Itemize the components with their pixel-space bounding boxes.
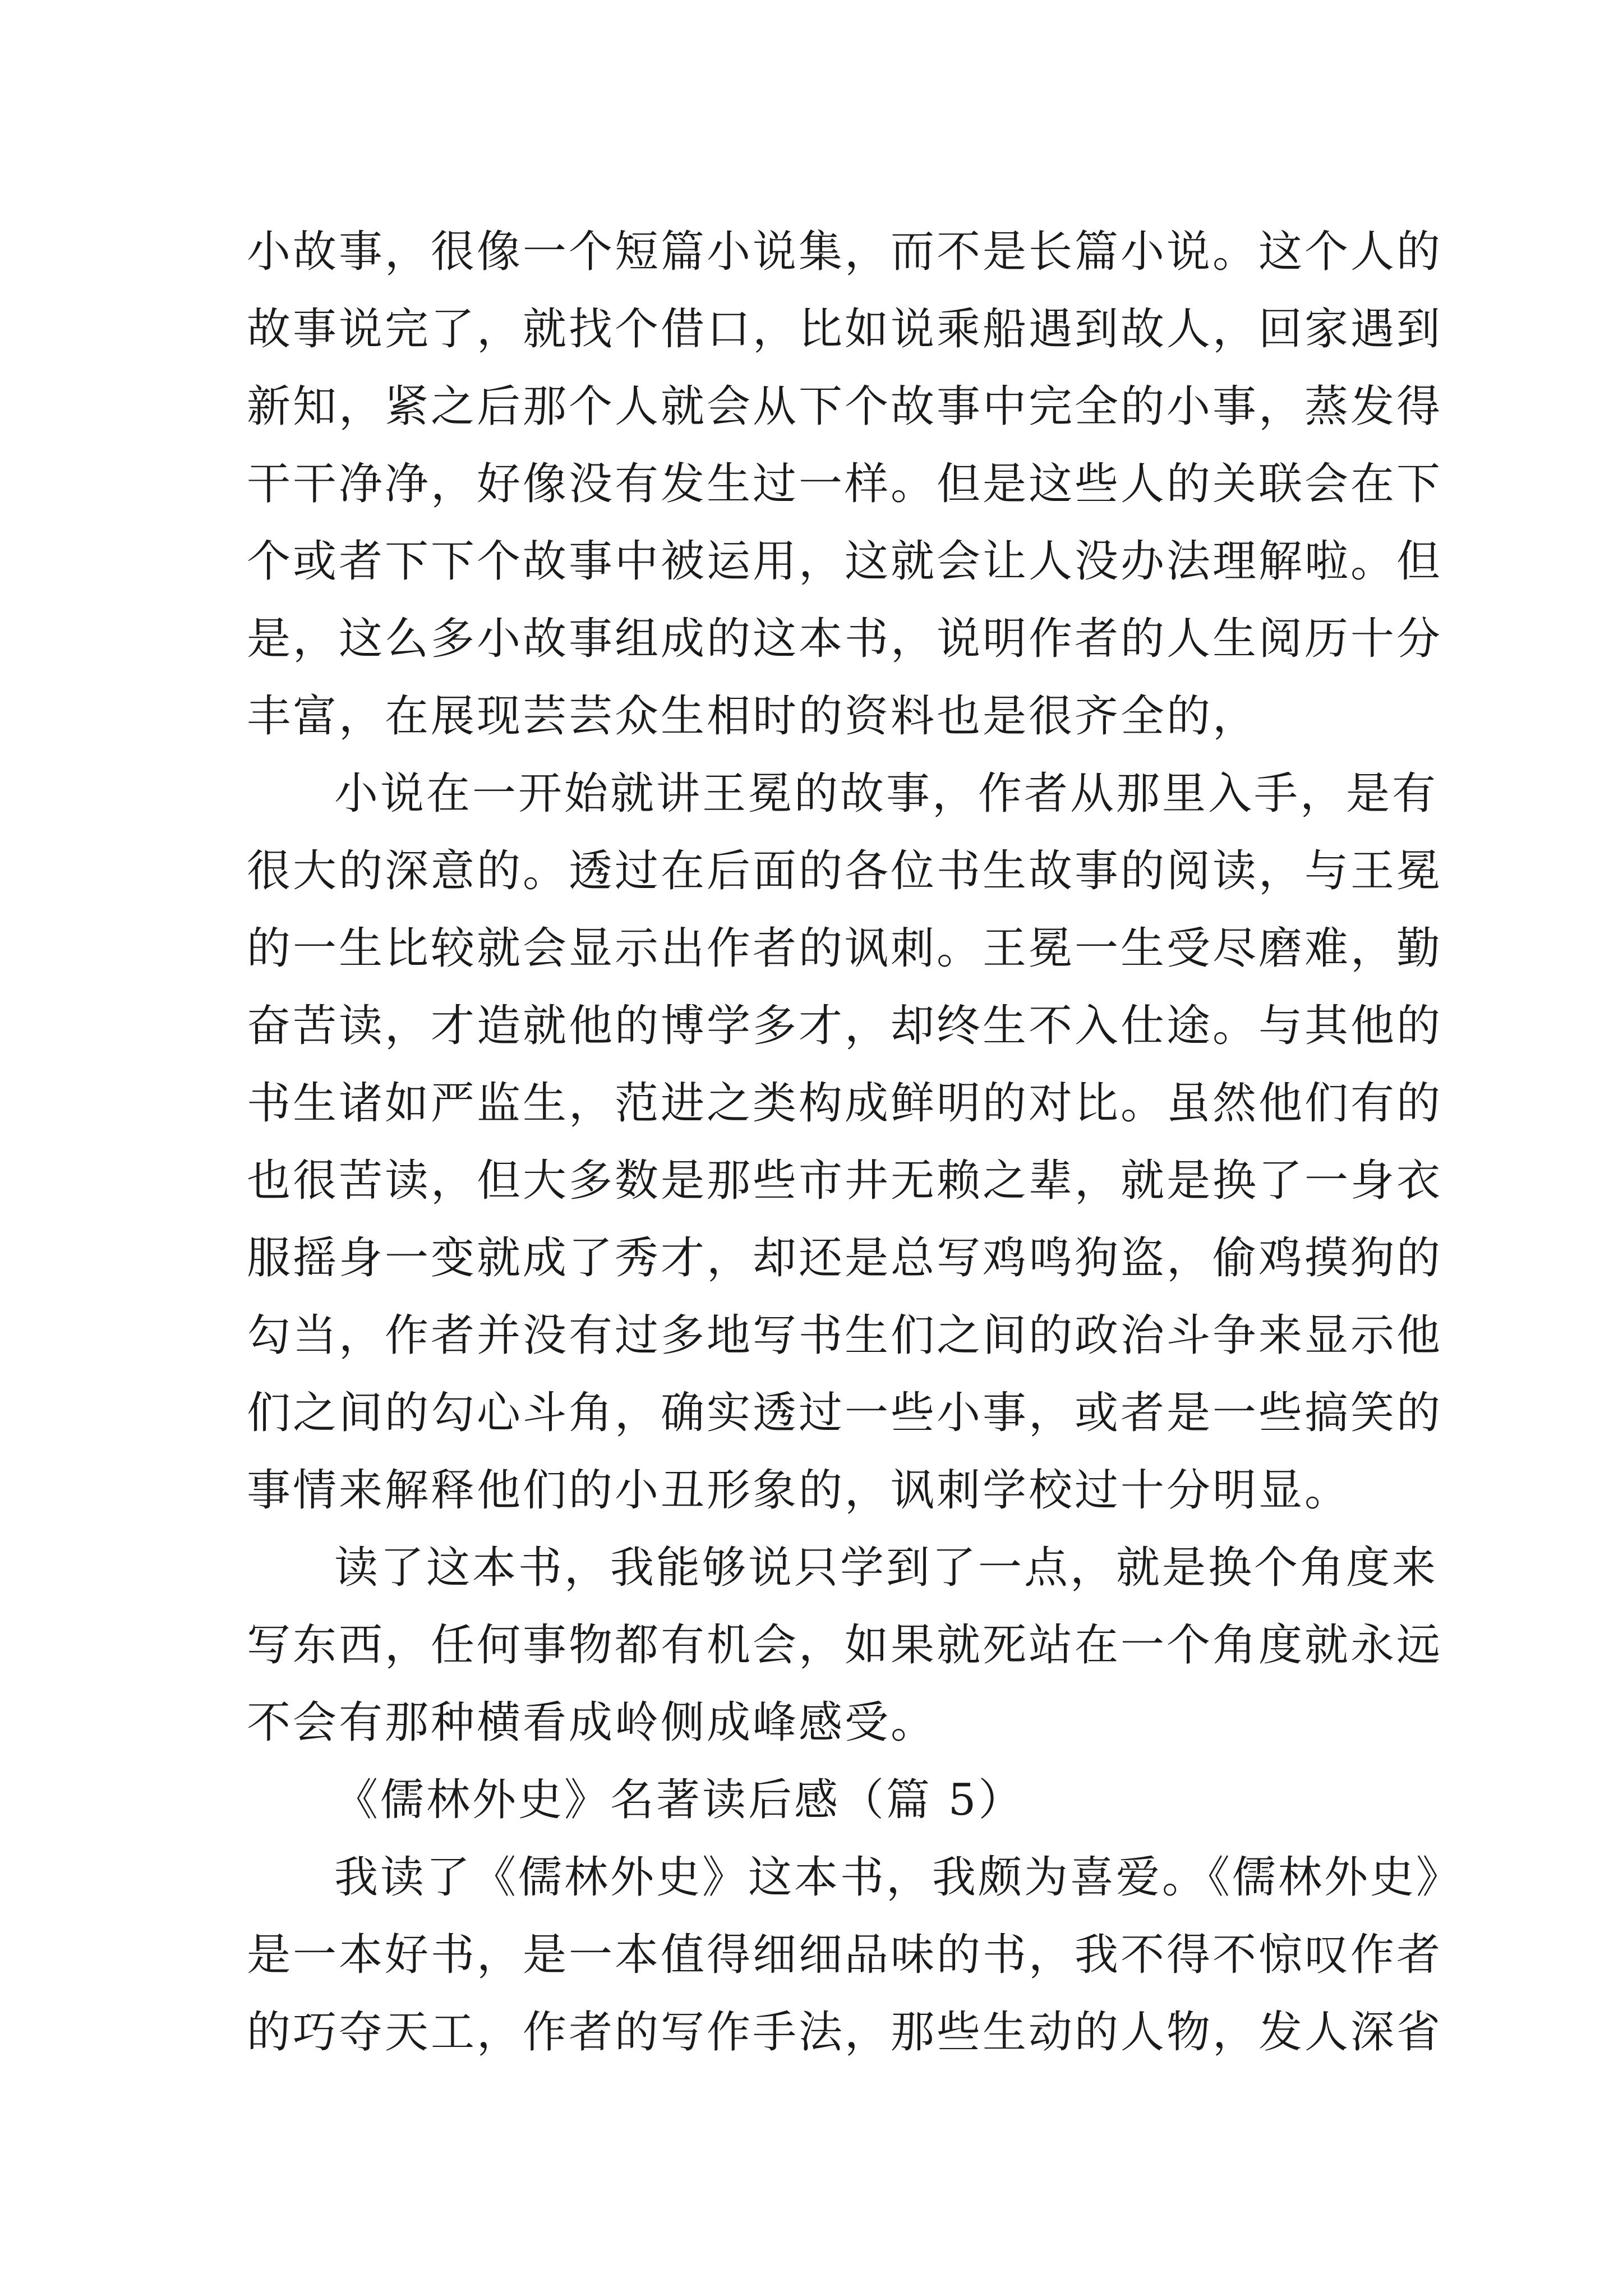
paragraph-start-line: 读了这本书，我能够说只学到了一点，就是换个角度来 [334,1543,1438,1593]
text-line: 很大的深意的。透过在后面的各位书生故事的阅读，与王冕 [247,846,1443,896]
paragraph-start-line: 我读了《儒林外史》这本书，我颇为喜爱。《儒林外史》 [334,1852,1463,1903]
paragraph-start-line: 小说在一开始就讲王冕的故事，作者从那里入手，是有 [334,769,1438,819]
text-line: 也很苦读，但大多数是那些市井无赖之辈，就是换了一身衣 [247,1156,1443,1206]
section-heading: 《儒林外史》名著读后感（篇 5） [334,1775,1025,1825]
text-line: 丰富，在展现芸芸众生相时的资料也是很齐全的， [247,691,1259,742]
text-line: 的巧夺天工，作者的写作手法，那些生动的人物，发人深省 [247,2007,1443,2058]
text-line: 们之间的勾心斗角，确实透过一些小事，或者是一些搞笑的 [247,1388,1443,1438]
text-line: 服摇身一变就成了秀才，却还是总写鸡鸣狗盗，偷鸡摸狗的 [247,1233,1443,1283]
text-line: 是，这么多小故事组成的这本书，说明作者的人生阅历十分 [247,614,1443,664]
text-line: 不会有那种横看成岭侧成峰感受。 [247,1697,937,1748]
text-line: 奋苦读，才造就他的博学多才，却终生不入仕途。与其他的 [247,1001,1443,1051]
text-line: 勾当，作者并没有过多地写书生们之间的政治斗争来显示他 [247,1310,1443,1361]
text-line: 写东西，任何事物都有机会，如果就死站在一个角度就永远 [247,1620,1443,1671]
document-body [247,213,1463,2071]
text-line: 小故事，很像一个短篇小说集，而不是长篇小说。这个人的 [247,227,1443,277]
text-line: 是一本好书，是一本值得细细品味的书，我不得不惊叹作者 [247,1930,1443,1980]
text-line: 个或者下下个故事中被运用，这就会让人没办法理解啦。但 [247,536,1443,587]
text-line: 的一生比较就会显示出作者的讽刺。王冕一生受尽磨难，勤 [247,923,1443,974]
text-line: 新知，紧之后那个人就会从下个故事中完全的小事，蒸发得 [247,381,1443,432]
text-line: 干干净净，好像没有发生过一样。但是这些人的关联会在下 [247,459,1443,509]
text-line: 事情来解释他们的小丑形象的，讽刺学校过十分明显。 [247,1465,1351,1516]
text-line: 书生诸如严监生，范进之类构成鲜明的对比。虽然他们有的 [247,1078,1443,1129]
text-line: 故事说完了，就找个借口，比如说乘船遇到故人，回家遇到 [247,304,1443,355]
